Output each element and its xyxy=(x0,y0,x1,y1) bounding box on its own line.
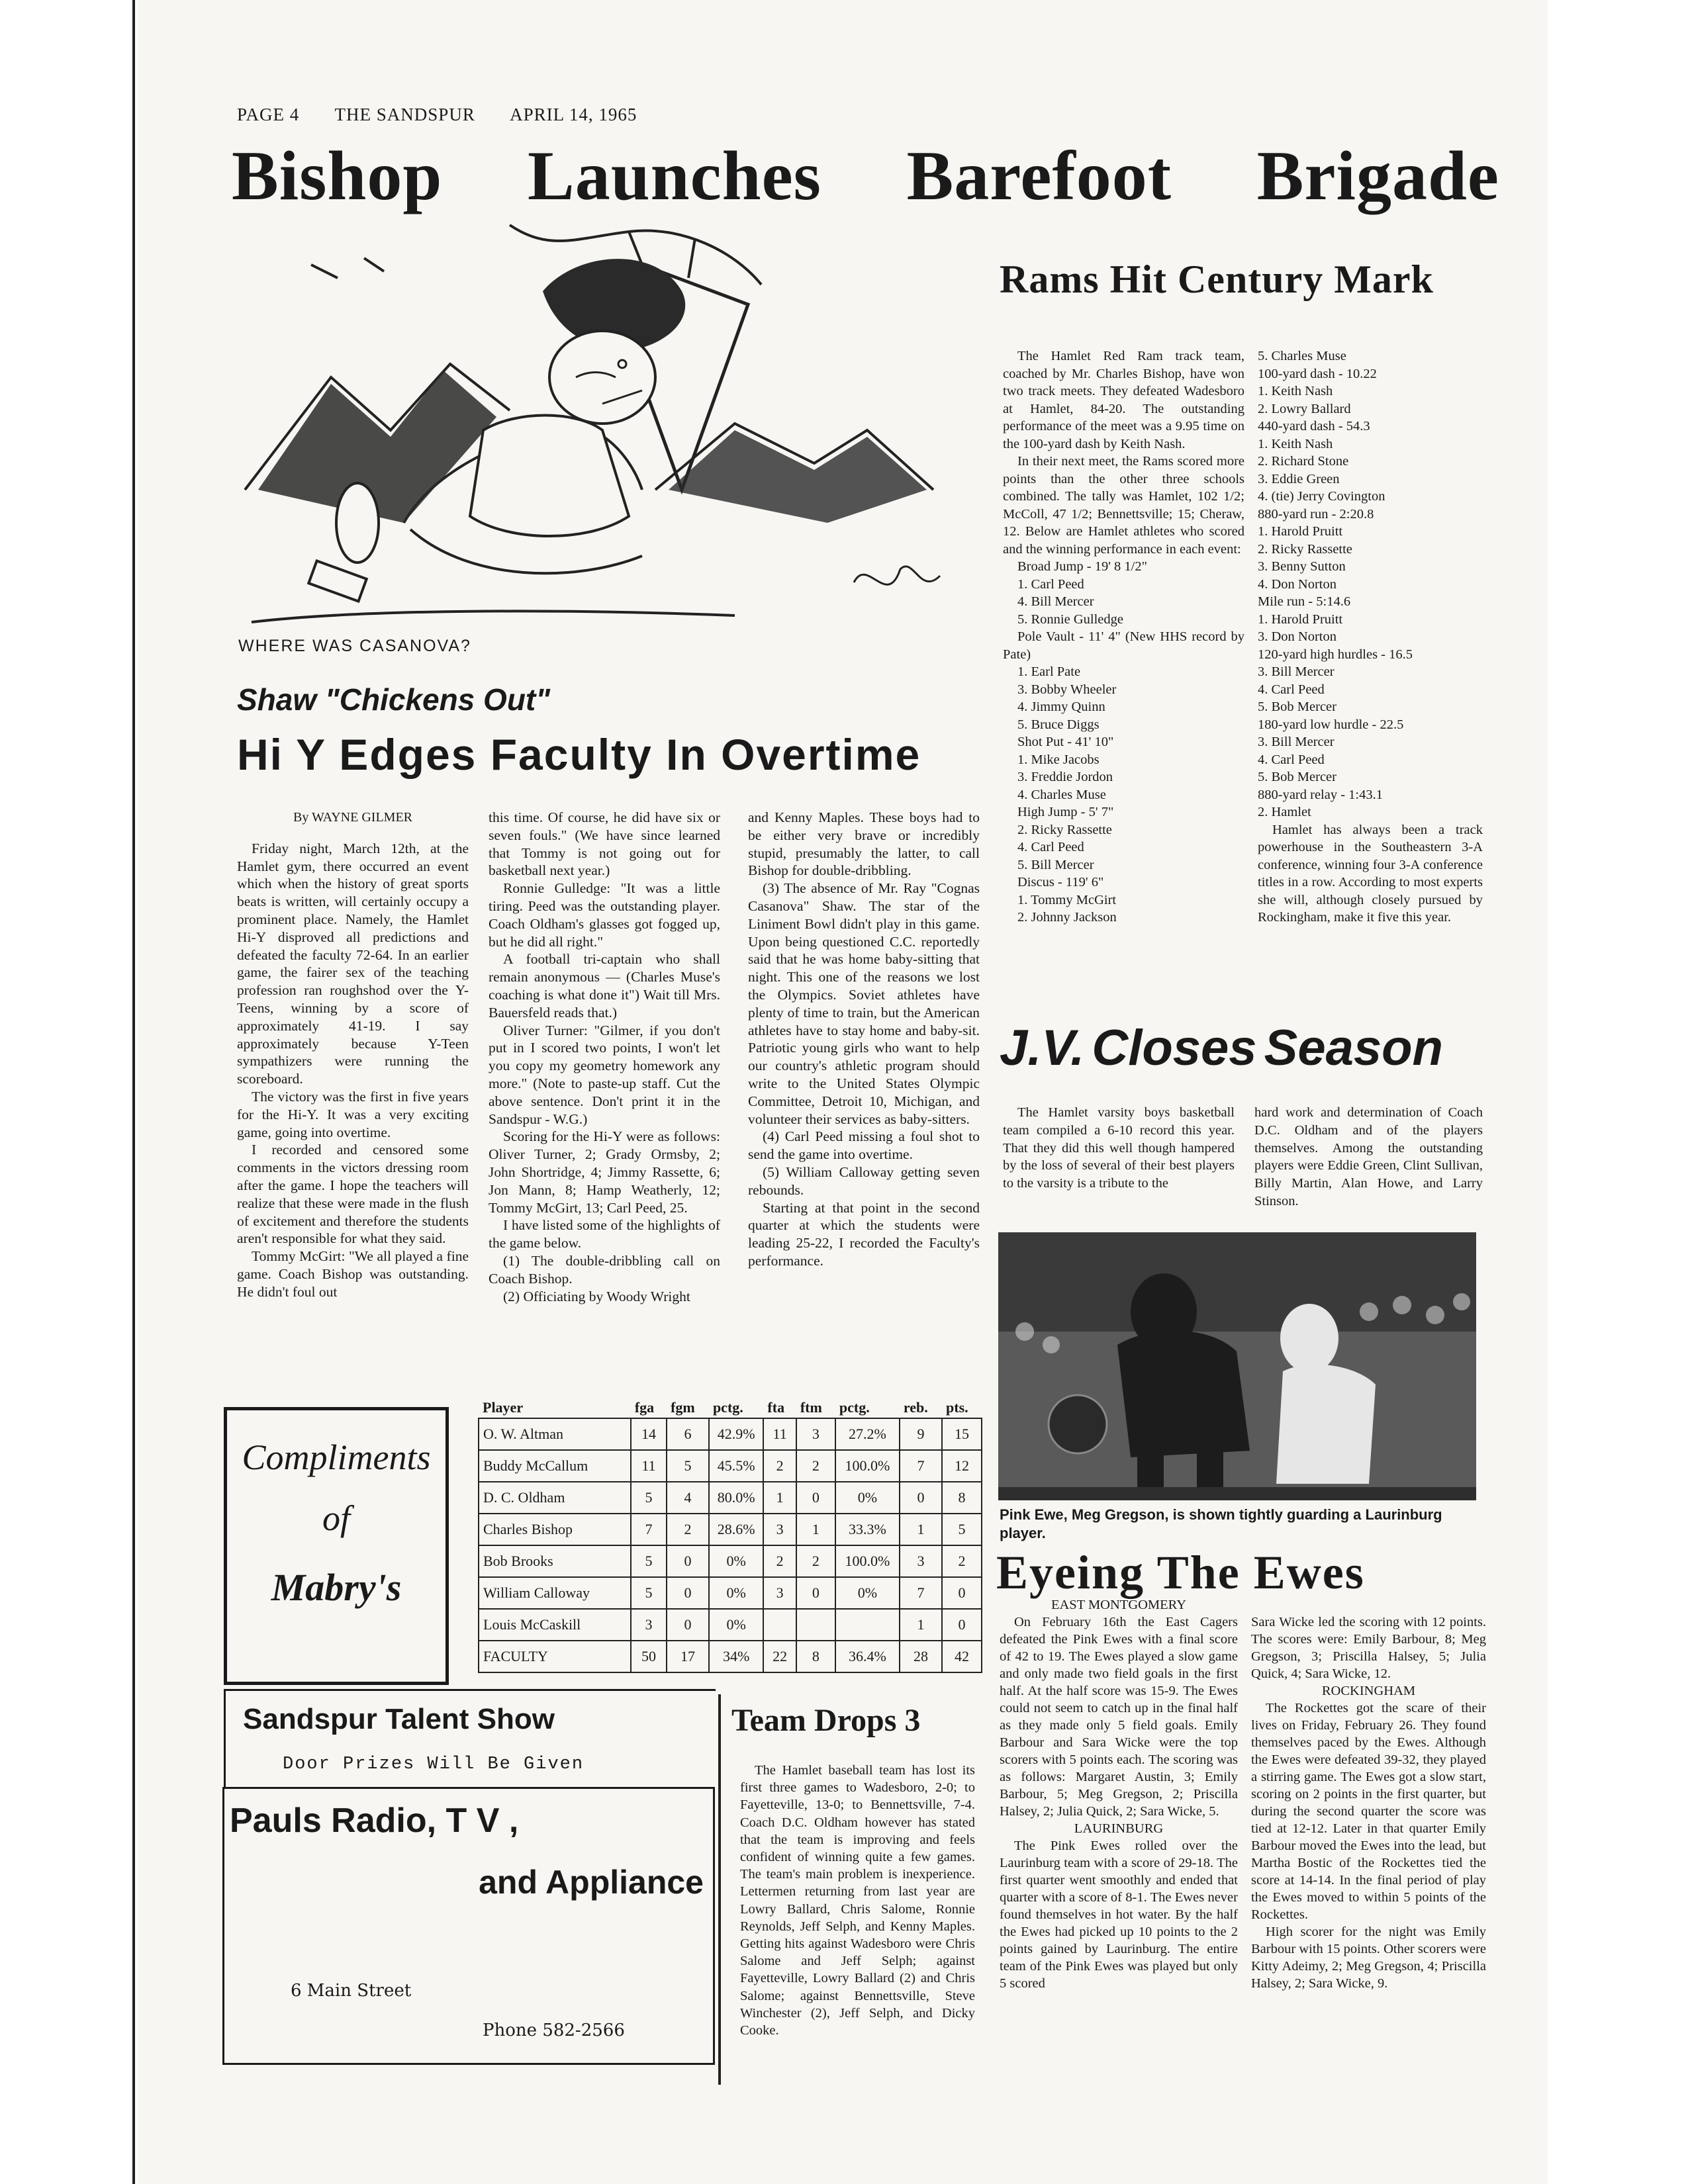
hiy-kicker: Shaw "Chickens Out" xyxy=(237,682,551,717)
event-line: 4. Jimmy Quinn xyxy=(1017,700,1105,714)
stat-cell: 27.2% xyxy=(835,1418,900,1450)
headline-word: Barefoot xyxy=(906,137,1172,214)
ad-text: of xyxy=(322,1498,350,1538)
photo-image xyxy=(998,1232,1476,1500)
ad-text: Mabry's xyxy=(271,1566,402,1609)
stat-cell: 50 xyxy=(631,1641,667,1672)
stat-cell: 3 xyxy=(631,1609,667,1641)
ad-title: Sandspur Talent Show xyxy=(243,1703,555,1735)
stat-cell: 3 xyxy=(900,1545,942,1577)
stat-cell: 3 xyxy=(763,1514,796,1545)
stat-cell: 1 xyxy=(796,1514,835,1545)
ad-phone: Phone 582-2566 xyxy=(483,2021,625,2040)
talent-show-ad xyxy=(224,1689,716,1787)
stat-cell: 5 xyxy=(631,1577,667,1609)
paragraph: A football tri-captain who shall remain anonymous — (Charles Muse's coaching is what done it") Wait till Mrs. Bauersfeld reads that.) xyxy=(489,951,720,1021)
event-line: 5. Charles Muse xyxy=(1258,349,1346,363)
event-line: 5. Bruce Diggs xyxy=(1017,717,1100,732)
ewes-headline xyxy=(996,1545,1446,1600)
paragraph: Oliver Turner: "Gilmer, if you don't put in I scored two points, I won't let you copy my geometry homework any more." (Note to paste-up staff. Cut the above sentence. Don't print it in the Sandspur - W.G.) xyxy=(489,1022,720,1127)
stat-cell: 7 xyxy=(631,1514,667,1545)
paragraph: (4) Carl Peed missing a foul shot to send the game into overtime. xyxy=(748,1128,980,1163)
stat-cell: 0% xyxy=(835,1577,900,1609)
stat-cell: 4 xyxy=(667,1482,709,1514)
rams-headline: Rams Hit Century Mark xyxy=(1000,257,1434,301)
paragraph: The Pink Ewes rolled over the Laurinburg team with a score of 29-18. The first quarter went smoothly and ended that quarter with a score of 8-1. The Ewes never found themselves in hot water. By the half the Ewes had picked up 10 points to the 2 points gained by Laurinburg. The entire team of the Pink Ewes was played but only 5 scored xyxy=(1000,1839,1238,1991)
jv-column-1 xyxy=(1003,1104,1235,1193)
event-line: 3. Don Norton xyxy=(1258,629,1337,644)
stat-cell: 42 xyxy=(942,1641,982,1672)
hiy-column-3 xyxy=(748,809,980,1270)
photo-caption: Pink Ewe, Meg Gregson, is shown tightly guarding a Laurinburg player. xyxy=(1000,1506,1442,1541)
paragraph: Starting at that point in the second quarter at which the students were leading 25-22, I recorded the Faculty's performance. xyxy=(748,1199,980,1269)
stat-cell: 34% xyxy=(709,1641,763,1672)
player-name: Bob Brooks xyxy=(479,1545,631,1577)
stat-cell: 28 xyxy=(900,1641,942,1672)
section-heading: ROCKINGHAM xyxy=(1321,1684,1416,1698)
stat-cell: 14 xyxy=(631,1418,667,1450)
headline-word: Season xyxy=(1264,1020,1443,1076)
mabrys-ad xyxy=(224,1407,449,1685)
event-line: 4. Don Norton xyxy=(1258,576,1337,592)
cartoon-caption: WHERE WAS CASANOVA? xyxy=(238,637,471,655)
ad-title: Pauls Radio, T V , xyxy=(230,1801,519,1840)
stat-cell: 7 xyxy=(900,1577,942,1609)
stat-cell: 2 xyxy=(763,1450,796,1482)
section-heading: LAURINBURG xyxy=(1074,1821,1164,1836)
page-number: PAGE 4 xyxy=(237,105,300,124)
stat-cell: 5 xyxy=(631,1545,667,1577)
event-line: 3. Bobby Wheeler xyxy=(1017,682,1117,697)
paper-name: THE SANDSPUR xyxy=(334,105,475,124)
stat-cell: 11 xyxy=(631,1450,667,1482)
stat-cell xyxy=(835,1609,900,1641)
player-name: O. W. Altman xyxy=(479,1418,631,1450)
cartoon xyxy=(232,212,973,635)
event-line: 2. Richard Stone xyxy=(1258,454,1349,469)
player-name: Buddy McCallum xyxy=(479,1450,631,1482)
stat-cell: 0% xyxy=(709,1577,763,1609)
event-line: 1. Keith Nash xyxy=(1258,384,1333,398)
stat-cell: 1 xyxy=(900,1609,942,1641)
stat-cell: 45.5% xyxy=(709,1450,763,1482)
event-line: 5. Bob Mercer xyxy=(1258,700,1336,714)
stat-cell: 2 xyxy=(796,1450,835,1482)
event-line: 5. Bob Mercer xyxy=(1258,770,1336,784)
event-line: 4. Bill Mercer xyxy=(1017,594,1094,609)
event-line: Mile run - 5:14.6 xyxy=(1258,594,1351,609)
event-line: Broad Jump - 19' 8 1/2" xyxy=(1017,559,1147,574)
column-header: pctg. xyxy=(712,1399,743,1416)
faculty-stats-table xyxy=(478,1398,982,1673)
stat-cell: 36.4% xyxy=(835,1641,900,1672)
player-name: William Calloway xyxy=(479,1577,631,1609)
table-header-row xyxy=(479,1398,982,1418)
stat-cell: 33.3% xyxy=(835,1514,900,1545)
headline-word: Bishop xyxy=(232,137,443,214)
stat-cell: 0 xyxy=(667,1609,709,1641)
paragraph: The Hamlet baseball team has lost its first three games to Wadesboro, 2-0; to Fayetteville, 13-0; to Bennettsville, 7-4. Coach D.C. Oldham however has stated that the team is improving and feels confident of winning quite a few games. The team's main problem is inexperience. Lettermen returning from last year are Lowry Ballard, Chris Salome, Ronnie Reynolds, Jeff Selph, and Kenny Maples. Getting hits against Wadesboro were Chris Salome and Jeff Selph; against Fayetteville, Lowry Ballard (2) and Chris Salome; against Bennettsville, Steve Winchester (2), Jeff Selph, and Dicky Cooke. xyxy=(740,1763,975,2038)
event-line: High Jump - 5' 7" xyxy=(1017,805,1114,819)
event-line: 2. Hamlet xyxy=(1258,805,1311,819)
paragraph: Hamlet has always been a track powerhouse in the Southeastern 3-A conference, winning four 3-A conference titles in a row. According to most experts she will, although closely pursued by Rockingham, make it five this year. xyxy=(1258,822,1483,925)
table-row xyxy=(479,1418,982,1450)
stat-cell: 0 xyxy=(796,1482,835,1514)
event-line: Shot Put - 41' 10" xyxy=(1017,735,1114,749)
event-line: 3. Bill Mercer xyxy=(1258,735,1335,749)
event-line: 2. Ricky Rassette xyxy=(1258,541,1352,557)
ad-text: Compliments xyxy=(242,1437,431,1477)
stat-cell xyxy=(796,1609,835,1641)
stat-cell: 2 xyxy=(667,1514,709,1545)
paragraph: In their next meet, the Rams scored more points than the other three schools combined. The tally was Hamlet, 102 1/2; McColl, 47 1/2; Bennettsville; 15; Cheraw, 12. Below are Hamlet athletes who scored and the winning performance in each event: xyxy=(1003,454,1244,557)
main-headline xyxy=(232,136,1499,216)
event-line: 1. Mike Jacobs xyxy=(1017,752,1100,767)
event-line: 4. (tie) Jerry Covington xyxy=(1258,489,1385,504)
hiy-column-2 xyxy=(489,809,720,1305)
paragraph: The Hamlet varsity boys basketball team compiled a 6-10 record this year. That they did this well though hampered by the loss of several of their best players to the varsity is a tribute to the xyxy=(1003,1105,1235,1191)
stat-cell: 22 xyxy=(763,1641,796,1672)
player-name: Charles Bishop xyxy=(479,1514,631,1545)
event-line: 1. Keith Nash xyxy=(1258,436,1333,451)
event-line: 180-yard low hurdle - 22.5 xyxy=(1258,717,1404,732)
paragraph: this time. Of course, he did have six or seven fouls." (We have since learned that Tommy is not going out for basketball next year.) xyxy=(489,809,720,879)
stat-cell: 8 xyxy=(942,1482,982,1514)
stat-cell: 1 xyxy=(763,1482,796,1514)
stat-cell: 28.6% xyxy=(709,1514,763,1545)
stat-cell: 11 xyxy=(763,1418,796,1450)
event-line: 1. Harold Pruitt xyxy=(1258,612,1343,627)
paragraph: The victory was the first in five years for the Hi-Y. It was a very exciting game, going into overtime. xyxy=(237,1088,469,1140)
stat-cell: 0% xyxy=(709,1609,763,1641)
paragraph: (3) The absence of Mr. Ray "Cognas Casanova" Shaw. The star of the Liniment Bowl didn't play in this game. Upon being questioned C.C. reportedly said that he was home baby-sitting that night. This one of the reasons we lost the Olympics. Soviet athletes have plenty of time to train, but the American athletes have to stay home and baby-sit. Patriotic young girls who want to help our country's athletic program should write to the United States Olympic Committee, Detroit 10, Michigan, and volunteer their services as baby-sitters. xyxy=(748,880,980,1127)
paragraph: I have listed some of the highlights of the game below. xyxy=(489,1217,720,1251)
hiy-headline: Hi Y Edges Faculty In Overtime xyxy=(237,730,921,779)
page-edge xyxy=(132,0,135,2184)
ewes-title: Eyeing The Ewes xyxy=(996,1546,1365,1599)
table-row xyxy=(479,1514,982,1545)
stat-cell: 12 xyxy=(942,1450,982,1482)
stat-cell: 100.0% xyxy=(835,1545,900,1577)
paragraph: High scorer for the night was Emily Barbour with 15 points. Other scorers were Kitty Adeimy, 2; Meg Gregson, 4; Priscilla Halsey, 2; Sara Wicke, 9. xyxy=(1251,1925,1486,1991)
event-line: 4. Carl Peed xyxy=(1258,682,1325,697)
event-line: 3. Eddie Green xyxy=(1258,471,1340,486)
table-total-row xyxy=(479,1641,982,1672)
stat-cell: 8 xyxy=(796,1641,835,1672)
stat-cell: 3 xyxy=(796,1418,835,1450)
cartoon-drawing xyxy=(232,212,973,635)
table-row xyxy=(479,1545,982,1577)
event-line: 2. Ricky Rassette xyxy=(1017,822,1112,837)
event-line: 120-yard high hurdles - 16.5 xyxy=(1258,647,1413,662)
table-row xyxy=(479,1609,982,1641)
stat-cell: 17 xyxy=(667,1641,709,1672)
ad-title: and Appliance xyxy=(479,1864,704,1901)
paragraph: (5) William Calloway getting seven rebounds. xyxy=(748,1163,980,1198)
stat-cell: 1 xyxy=(900,1514,942,1545)
ad-address: 6 Main Street xyxy=(291,1981,412,2001)
stat-cell: 0 xyxy=(942,1577,982,1609)
event-line: 2. Lowry Ballard xyxy=(1258,401,1351,416)
column-header: Player xyxy=(483,1399,524,1416)
stat-cell: 15 xyxy=(942,1418,982,1450)
stat-cell: 0 xyxy=(942,1609,982,1641)
pauls-radio-ad xyxy=(222,1787,715,2065)
event-line: 1. Tommy McGirt xyxy=(1017,892,1117,907)
issue-date: APRIL 14, 1965 xyxy=(510,105,637,124)
stat-cell: 9 xyxy=(900,1418,942,1450)
event-line: 5. Bill Mercer xyxy=(1017,857,1094,872)
jv-column-2 xyxy=(1254,1104,1483,1210)
event-line: 3. Freddie Jordon xyxy=(1017,770,1113,784)
stat-cell: 5 xyxy=(942,1514,982,1545)
player-name: FACULTY xyxy=(479,1641,631,1672)
stat-cell: 42.9% xyxy=(709,1418,763,1450)
paragraph: (1) The double-dribbling call on Coach Bishop. xyxy=(489,1252,720,1287)
byline: By WAYNE GILMER xyxy=(293,810,412,825)
stat-cell: 100.0% xyxy=(835,1450,900,1482)
jv-headline xyxy=(1000,1019,1443,1077)
stat-cell: 0 xyxy=(796,1577,835,1609)
column-header: fgm xyxy=(671,1399,695,1416)
player-name: Louis McCaskill xyxy=(479,1609,631,1641)
event-line: 880-yard relay - 1:43.1 xyxy=(1258,787,1383,802)
headline-word: Brigade xyxy=(1256,137,1499,214)
event-line: 880-yard run - 2:20.8 xyxy=(1258,506,1374,522)
event-line: 1. Harold Pruitt xyxy=(1258,524,1343,539)
stat-cell: 0% xyxy=(835,1482,900,1514)
event-line: 1. Earl Pate xyxy=(1017,664,1081,679)
column-header: pts. xyxy=(946,1399,968,1416)
headline-word: Launches xyxy=(528,137,821,214)
paragraph: Tommy McGirt: "We all played a fine game. Coach Bishop was outstanding. He didn't foul out xyxy=(237,1248,469,1300)
hiy-column-1 xyxy=(237,809,469,1301)
stat-cell: 5 xyxy=(667,1450,709,1482)
stat-cell: 2 xyxy=(942,1545,982,1577)
paragraph: The Hamlet Red Ram track team, coached by Mr. Charles Bishop, have won two track meets. They defeated Wadesboro at Hamlet, 84-20. The outstanding performance of the meet was a 9.95 time on the 100-yard dash by Keith Nash. xyxy=(1003,349,1244,451)
paragraph: Friday night, March 12th, at the Hamlet gym, there occurred an event which when the history of great sports beats is written, will certainly occupy a prominent place. Namely, the Hamlet Hi-Y disproved all predictions and defeated the faculty 72-64. In an earlier game, the fairer sex of the teaching profession ran roughshod over the Y-Teens, winning by a score of approximately 41-19. I say approximately because Y-Teen sympathizers were running the scoreboard. xyxy=(237,840,469,1087)
stat-cell xyxy=(763,1609,796,1641)
event-line: 1. Carl Peed xyxy=(1017,576,1084,592)
event-line: 5. Ronnie Gulledge xyxy=(1017,612,1123,627)
rams-column-2 xyxy=(1258,347,1483,927)
paragraph: The Rockettes got the scare of their lives on Friday, February 26. They found themselves paced by the Ewes. Although the Ewes were defeated 39-32, they played a stirring game. The Ewes got a slow start, scoring on 2 points in the first quarter, but during the second quarter the score was tied at 12-12. Later in that quarter Emily Barbour moved the Ewes into the lead, but Martha Bostic of the Rockettes tied the score at 14-14. In the final period of play the Ewes moved to within 5 points of the Rockettes. xyxy=(1251,1701,1486,1922)
stat-cell: 2 xyxy=(796,1545,835,1577)
event-line: 2. Johnny Jackson xyxy=(1017,910,1117,925)
table-row xyxy=(479,1482,982,1514)
stat-cell: 2 xyxy=(763,1545,796,1577)
column-header: ftm xyxy=(800,1399,822,1416)
column-header: reb. xyxy=(903,1399,928,1416)
stat-cell: 0 xyxy=(667,1545,709,1577)
column-header: fta xyxy=(767,1399,785,1416)
table-row xyxy=(479,1450,982,1482)
stat-cell: 3 xyxy=(763,1577,796,1609)
ewes-column-2 xyxy=(1251,1614,1486,1992)
event-line: 4. Carl Peed xyxy=(1017,840,1084,854)
stat-cell: 0% xyxy=(709,1545,763,1577)
headline-word: Closes xyxy=(1092,1020,1257,1076)
ewes-column-1 xyxy=(1000,1596,1238,1992)
event-line: 3. Bill Mercer xyxy=(1258,664,1335,679)
paragraph: Sara Wicke led the scoring with 12 points. The scores were: Emily Barbour, 8; Meg Gregson, 3; Priscilla Halsey, 5; Julia Quick, 4; Sara Wicke, 12. xyxy=(1251,1615,1486,1681)
table-row xyxy=(479,1577,982,1609)
stat-cell: 0 xyxy=(667,1577,709,1609)
masthead xyxy=(237,105,667,125)
stat-cell: 80.0% xyxy=(709,1482,763,1514)
paragraph: (2) Officiating by Woody Wright xyxy=(503,1288,690,1304)
event-line: Discus - 119' 6" xyxy=(1017,875,1104,889)
event-line: 4. Charles Muse xyxy=(1017,787,1106,802)
headline-word: J.V. xyxy=(1000,1020,1085,1076)
column-header: pctg. xyxy=(839,1399,870,1416)
paragraph: Ronnie Gulledge: "It was a little tiring. Peed was the outstanding player. Coach Oldham's glasses got fogged up, but he did all right." xyxy=(489,880,720,950)
column-header: fga xyxy=(634,1399,655,1416)
paragraph: and Kenny Maples. These boys had to be either very brave or incredibly stupid, presumably the latter, to call Bishop for double-dribbling. xyxy=(748,809,980,879)
paragraph: Scoring for the Hi-Y were as follows: Oliver Turner, 2; Grady Ormsby, 2; John Shortridge, 4; Jimmy Rassette, 6; Jon Mann, 8; Hamp Weatherly, 12; Tommy McGirt, 13; Carl Peed, 25. xyxy=(489,1128,720,1216)
event-line: 440-yard dash - 54.3 xyxy=(1258,419,1370,433)
paragraph: I recorded and censored some comments in the victors dressing room after the game. I hope the teachers will realize that these were made in the flush of excitement and therefore the students aren't responsible for what they said. xyxy=(237,1142,469,1247)
team-headline: Team Drops 3 xyxy=(731,1703,921,1738)
basketball-photo xyxy=(998,1232,1476,1500)
event-line: 4. Carl Peed xyxy=(1258,752,1325,767)
event-line: 100-yard dash - 10.22 xyxy=(1258,366,1377,381)
column-rule xyxy=(718,1694,721,2085)
rams-column-1 xyxy=(1003,347,1244,927)
stat-cell: 6 xyxy=(667,1418,709,1450)
paragraph: On February 16th the East Cagers defeated the Pink Ewes with a final score of 42 to 19. The Ewes played a slow game and only made two field goals in the first half. At the half score was 15-9. The Ewes could not seem to catch up in the final half as they made only 5 field goals. Emily Barbour and Sara Wicke were the top scorers with 5 points each. The scoring was as follows: Margaret Austin, 3; Emily Barbour, 5; Meg Gregson, 2; Priscilla Halsey, 2; Julia Quick, 2; Sara Wicke, 5. xyxy=(1000,1615,1238,1819)
section-heading: EAST MONTGOMERY xyxy=(1051,1598,1187,1612)
player-name: D. C. Oldham xyxy=(479,1482,631,1514)
paragraph: hard work and determination of Coach D.C. Oldham and of the players themselves. Among the outstanding players were Eddie Green, Clint Sullivan, Billy Martin, Alan Howe, and Larry Stinson. xyxy=(1254,1105,1483,1208)
event-line: 3. Benny Sutton xyxy=(1258,559,1346,574)
event-line: Pole Vault - 11' 4" (New HHS record by Pate) xyxy=(1003,629,1244,662)
stat-cell: 5 xyxy=(631,1482,667,1514)
stat-cell: 7 xyxy=(900,1450,942,1482)
ad-subtitle: Door Prizes Will Be Given xyxy=(283,1754,585,1774)
stat-cell: 0 xyxy=(900,1482,942,1514)
team-column xyxy=(740,1762,975,2039)
